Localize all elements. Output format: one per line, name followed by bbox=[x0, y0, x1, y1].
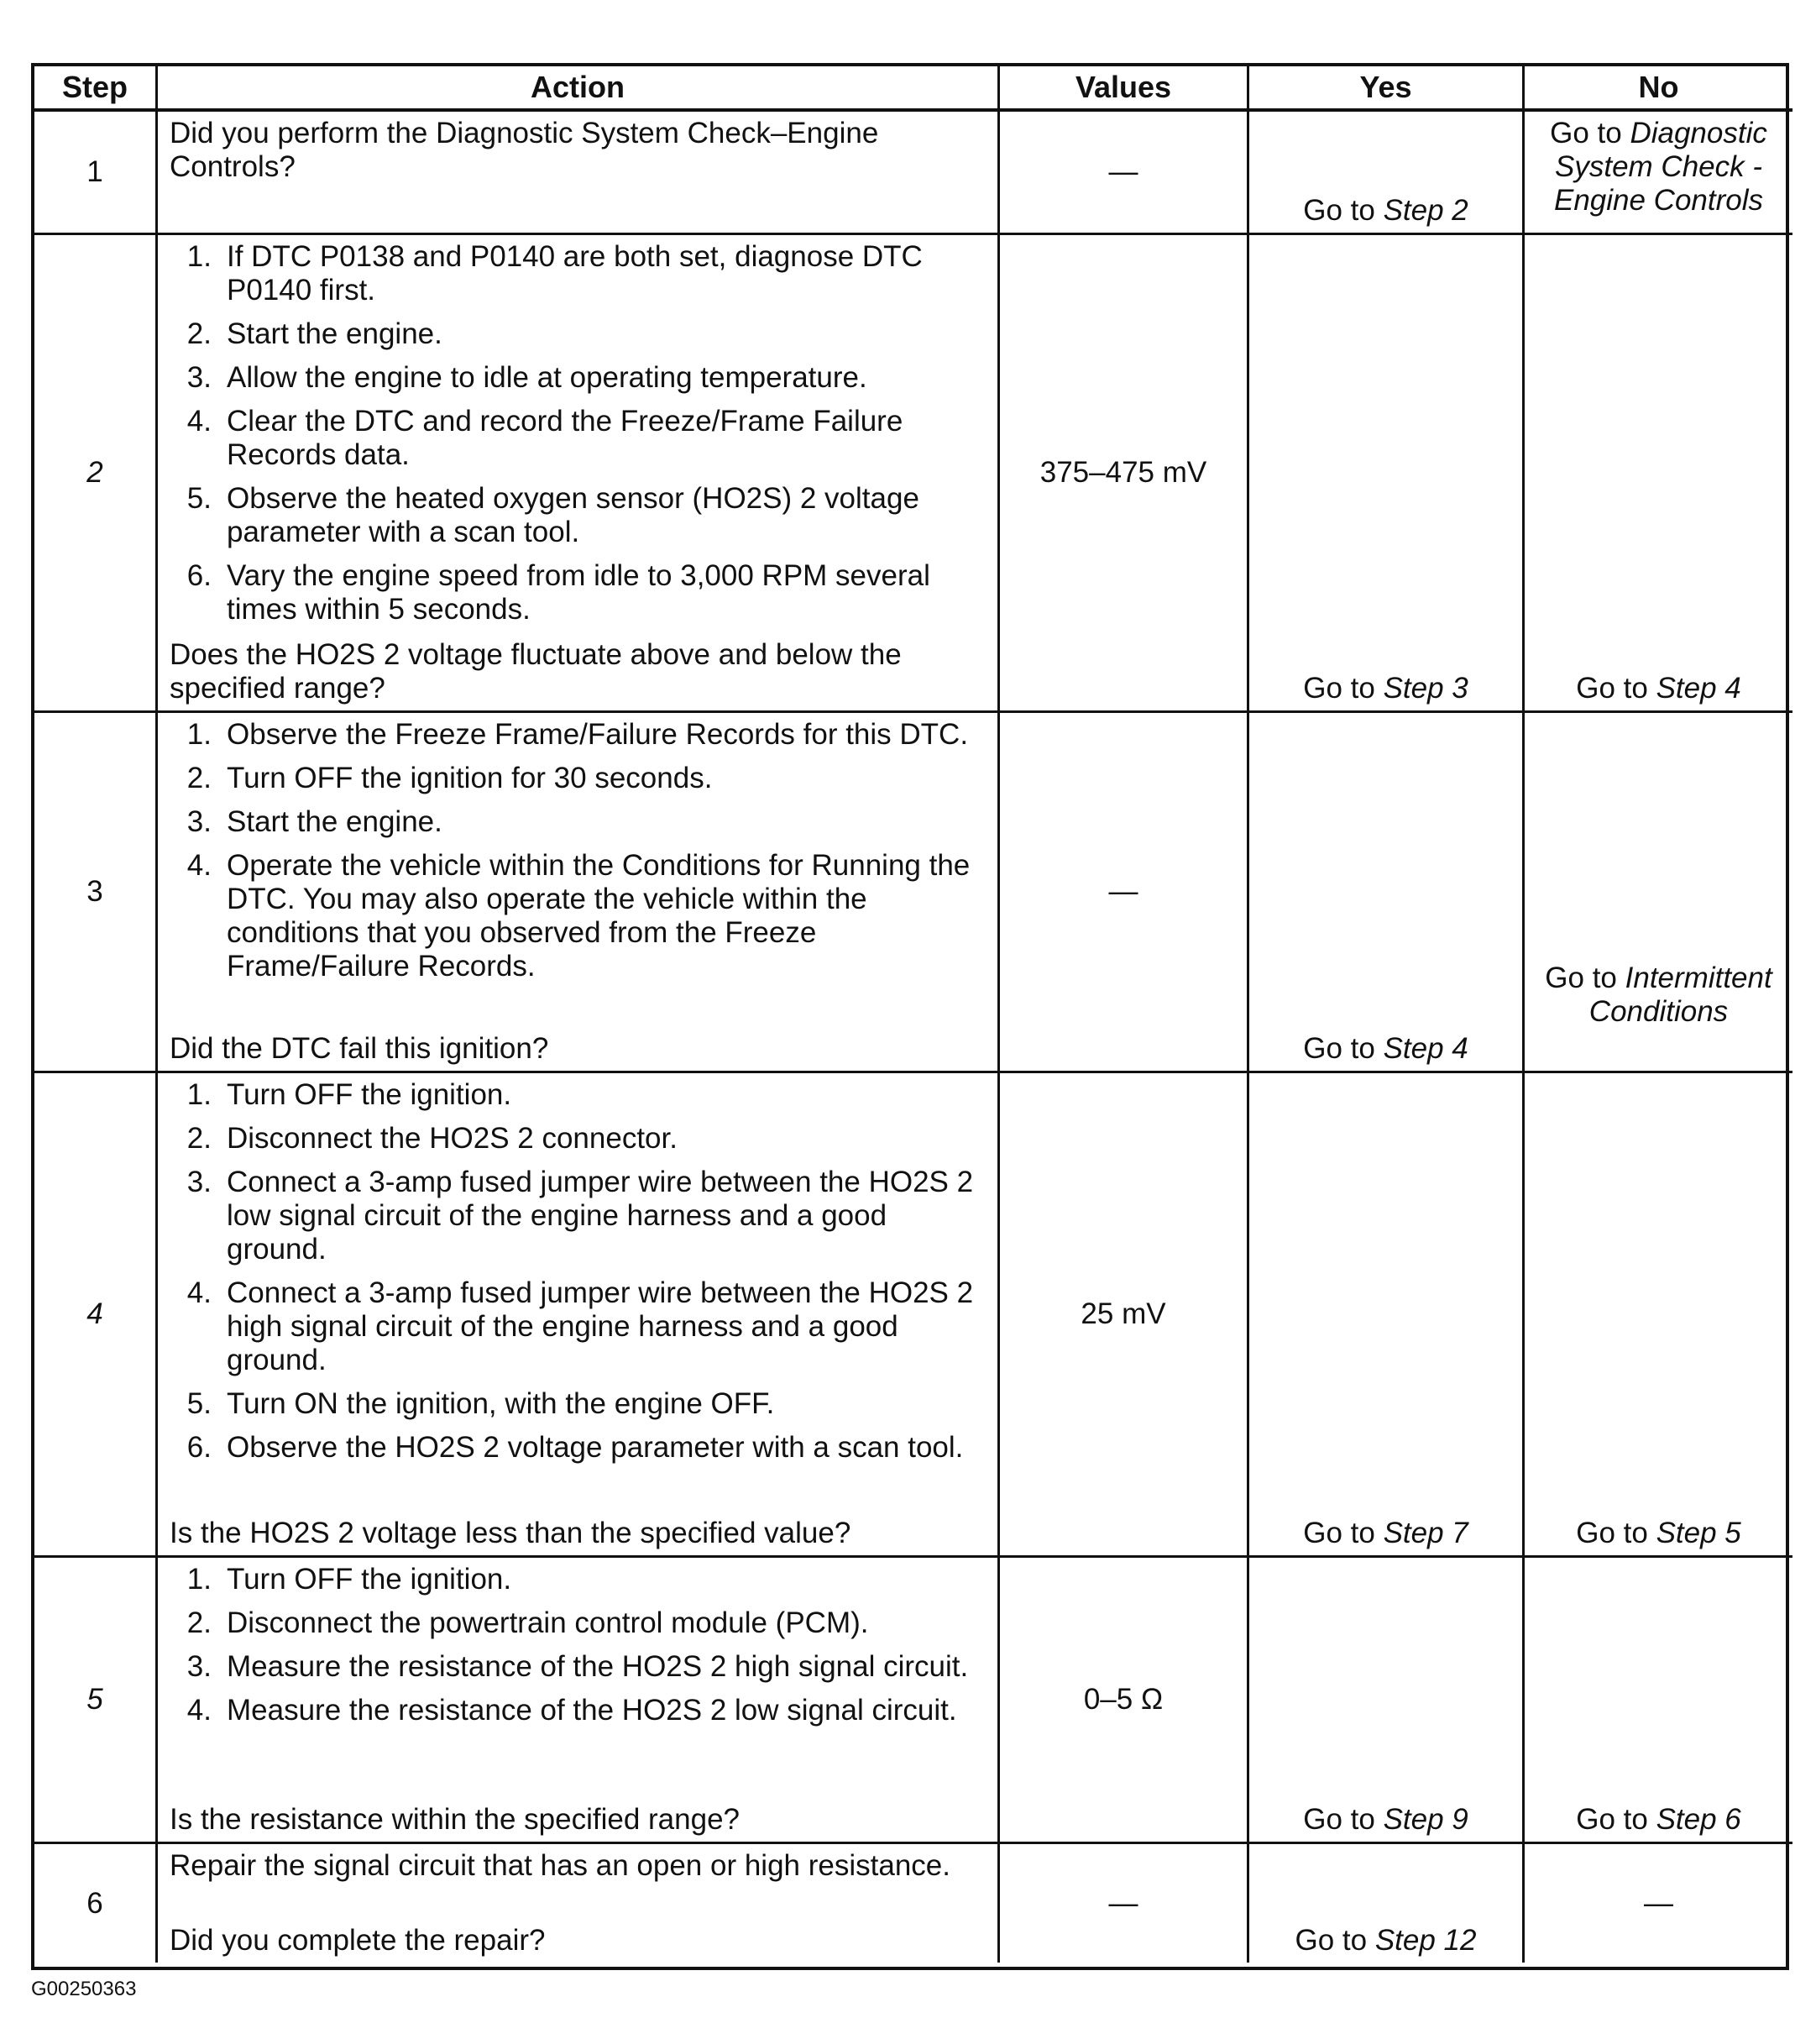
yes-link[interactable]: Step 9 bbox=[1383, 1803, 1468, 1836]
yes-cell: Go to Step 12 bbox=[1249, 1844, 1525, 1963]
no-link[interactable]: Step 6 bbox=[1656, 1803, 1741, 1836]
yes-cell: Go to Step 7 bbox=[1249, 1073, 1525, 1558]
action-steps bbox=[170, 240, 986, 637]
value-cell: — bbox=[1000, 112, 1249, 235]
action-question: Is the HO2S 2 voltage less than the specified value? bbox=[170, 1517, 851, 1549]
action-cell bbox=[158, 713, 1000, 1073]
header-yes: Yes bbox=[1249, 66, 1525, 112]
value-cell: — bbox=[1000, 1844, 1249, 1963]
no-cell: Go to Step 6 bbox=[1525, 1558, 1792, 1844]
action-steps bbox=[170, 718, 986, 993]
no-link[interactable]: Step 5 bbox=[1656, 1517, 1741, 1549]
list-item: 1. Turn OFF the ignition. bbox=[186, 1563, 512, 1596]
list-item: 4. Clear the DTC and record the Freeze/Frame Failure Records data. bbox=[186, 405, 903, 471]
action-cell bbox=[158, 1558, 1000, 1844]
list-item: 5. Observe the heated oxygen sensor (HO2S) 2 voltage parameter with a scan tool. bbox=[186, 482, 919, 548]
action-steps bbox=[170, 1563, 986, 1737]
no-link[interactable]: Diagnostic System Check - Engine Controls bbox=[1553, 117, 1767, 217]
header-step: Step bbox=[34, 66, 158, 112]
value-cell: 25 mV bbox=[1000, 1073, 1249, 1558]
action-question: Did you complete the repair? bbox=[170, 1924, 546, 1957]
list-item: 6. Observe the HO2S 2 voltage parameter with a scan tool. bbox=[186, 1431, 964, 1464]
list-item: 3. Measure the resistance of the HO2S 2 high signal circuit. bbox=[186, 1650, 969, 1683]
no-cell: — bbox=[1644, 1886, 1673, 1920]
list-item: 2. Disconnect the HO2S 2 connector. bbox=[186, 1122, 678, 1155]
yes-prefix: Go to bbox=[1303, 194, 1384, 227]
yes-cell: Go to Step 4 bbox=[1249, 713, 1525, 1073]
action-cell bbox=[158, 1844, 1000, 1963]
header-no: No bbox=[1525, 66, 1792, 112]
no-prefix: Go to bbox=[1550, 117, 1630, 149]
yes-cell bbox=[1249, 112, 1525, 235]
yes-link[interactable]: Step 4 bbox=[1383, 1032, 1468, 1065]
yes-cell: Go to Step 9 bbox=[1249, 1558, 1525, 1844]
header-values: Values bbox=[1000, 66, 1249, 112]
value-cell: 0–5 Ω bbox=[1000, 1558, 1249, 1844]
action-cell bbox=[158, 1073, 1000, 1558]
list-item: 4. Operate the vehicle within the Conditions for Running the DTC. You may also operate the vehicle within the conditions that you observed from the Freeze Frame/Failure Records. bbox=[186, 849, 971, 983]
header-action: Action bbox=[158, 66, 1000, 112]
step-number: 3 bbox=[34, 713, 158, 1073]
step-number: 6 bbox=[34, 1844, 158, 1963]
no-cell: Go to Step 4 bbox=[1525, 235, 1792, 713]
list-item: 6. Vary the engine speed from idle to 3,000 RPM several times within 5 seconds. bbox=[186, 559, 930, 626]
no-cell: Go to Intermittent Conditions bbox=[1525, 713, 1792, 1073]
value-cell: — bbox=[1000, 713, 1249, 1073]
no-cell: Go to Step 5 bbox=[1525, 1073, 1792, 1558]
yes-link[interactable]: Step 12 bbox=[1374, 1924, 1477, 1957]
figure-code: G00250363 bbox=[31, 1978, 137, 2000]
yes-link[interactable]: Step 2 bbox=[1383, 194, 1468, 227]
list-item: 1. Observe the Freeze Frame/Failure Records for this DTC. bbox=[186, 718, 969, 751]
action-text: Did you perform the Diagnostic System Check–Engine Controls? bbox=[170, 117, 879, 183]
action-question: Did the DTC fail this ignition? bbox=[170, 1032, 549, 1065]
step-number: 2 bbox=[34, 235, 158, 713]
action-cell bbox=[158, 112, 1000, 235]
list-item: 1. Turn OFF the ignition. bbox=[186, 1078, 512, 1111]
yes-link[interactable]: Step 3 bbox=[1383, 672, 1468, 705]
step-number: 1 bbox=[34, 112, 158, 235]
list-item: 1. If DTC P0138 and P0140 are both set, diagnose DTC P0140 first. bbox=[186, 240, 923, 307]
action-text: Repair the signal circuit that has an open or high resistance. bbox=[170, 1849, 950, 1882]
value-cell: 375–475 mV bbox=[1000, 235, 1249, 713]
action-steps bbox=[170, 1078, 986, 1475]
yes-cell: Go to Step 3 bbox=[1249, 235, 1525, 713]
action-question: Is the resistance within the specified range? bbox=[170, 1803, 740, 1836]
no-cell bbox=[1525, 112, 1792, 235]
list-item: 4. Connect a 3-amp fused jumper wire between the HO2S 2 high signal circuit of the engine harness and a good ground. bbox=[186, 1276, 974, 1376]
list-item: 3. Connect a 3-amp fused jumper wire between the HO2S 2 low signal circuit of the engine harness and a good ground. bbox=[186, 1166, 974, 1266]
list-item: 5. Turn ON the ignition, with the engine OFF. bbox=[186, 1387, 775, 1420]
list-item: 3. Allow the engine to idle at operating temperature. bbox=[186, 361, 867, 394]
list-item: 4. Measure the resistance of the HO2S 2 low signal circuit. bbox=[186, 1694, 957, 1727]
list-item: 3. Start the engine. bbox=[186, 805, 442, 838]
no-link[interactable]: Intermittent Conditions bbox=[1588, 962, 1772, 1028]
list-item: 2. Turn OFF the ignition for 30 seconds. bbox=[186, 762, 713, 794]
list-item: 2. Start the engine. bbox=[186, 317, 442, 350]
no-link[interactable]: Step 4 bbox=[1656, 672, 1741, 705]
action-question: Does the HO2S 2 voltage fluctuate above and below the specified range? bbox=[170, 638, 902, 705]
step-number: 5 bbox=[34, 1558, 158, 1844]
list-item: 2. Disconnect the powertrain control module (PCM). bbox=[186, 1606, 869, 1639]
step-number: 4 bbox=[34, 1073, 158, 1558]
yes-link[interactable]: Step 7 bbox=[1383, 1517, 1468, 1549]
diagnostic-table bbox=[31, 63, 1789, 1970]
action-cell bbox=[158, 235, 1000, 713]
